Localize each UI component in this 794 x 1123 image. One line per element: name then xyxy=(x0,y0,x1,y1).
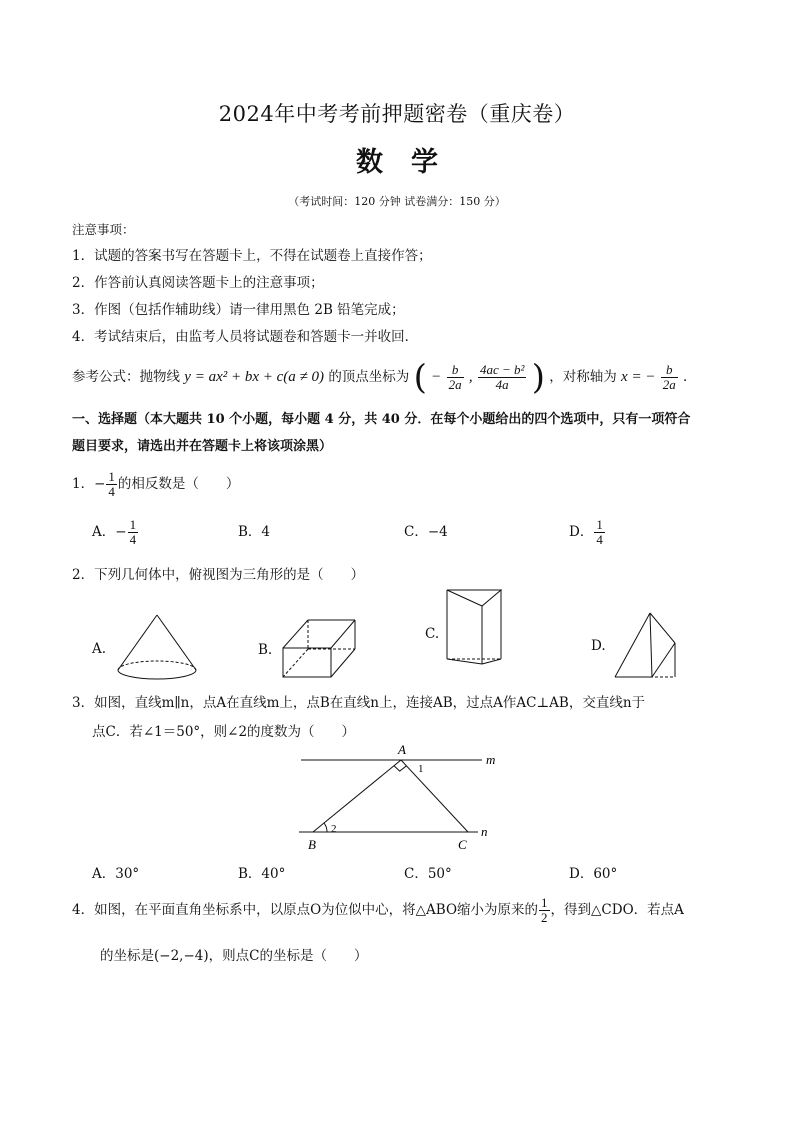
q2-option-b[interactable]: B. xyxy=(258,642,273,658)
cone-figure xyxy=(114,612,200,684)
vertex-y-fraction: $\frac{\text{4ac − b²}}{4a}$ xyxy=(479,362,525,392)
q3-option-a[interactable]: A．30° xyxy=(92,866,140,882)
question-4-line2: 的坐标是(−2,−4)，则点C的坐标是（ ） xyxy=(100,948,368,964)
q2-option-a[interactable]: A. xyxy=(92,641,107,657)
label-angle-1: 1 xyxy=(418,763,424,775)
reference-formula: 参考公式：抛物线 y = ax² + bx + c(a ≠ 0) 的顶点坐标为 ( − $\frac{b}{2a}$ , $\frac{\text{4ac − b²}}{4a}$ ) ，对称轴为 x = − $\frac{b}{2a}$ ． xyxy=(72,357,697,398)
q1-option-d[interactable]: D． $\frac{1}{4}$ xyxy=(569,517,603,547)
q3-option-c[interactable]: C．50° xyxy=(404,866,452,882)
question-2-stem: 2．下列几何体中，俯视图为三角形的是（ ） xyxy=(72,567,365,583)
segment-ac xyxy=(401,760,468,832)
q3-option-b[interactable]: B．40° xyxy=(238,866,286,882)
q3-option-d[interactable]: D．60° xyxy=(569,866,618,882)
label-a: A xyxy=(398,742,406,757)
note-item-3: 3．作图（包括作辅助线）请一律用黑色 2B 铅笔完成； xyxy=(72,302,405,318)
q1-option-c[interactable]: C．−4 xyxy=(404,524,448,540)
note-item-2: 2．作答前认真阅读答题卡上的注意事项； xyxy=(72,275,324,291)
section1-line2: 题目要求，请选出并在答题卡上将该项涂黑） xyxy=(72,439,333,454)
triangular-prism-figure xyxy=(444,585,510,667)
question-1-stem: 1．− $\frac{1}{4}$ 的相反数是（ ） xyxy=(72,469,240,499)
subject-title: 数学 xyxy=(356,147,466,178)
parallel-lines-figure xyxy=(296,740,506,854)
formula-equation: y = ax² + bx + c(a ≠ 0) xyxy=(184,369,325,385)
vertex-x-fraction: $\frac{b}{2a}$ xyxy=(448,362,462,392)
segment-ab xyxy=(313,760,401,832)
formula-lead: 参考公式：抛物线 xyxy=(72,369,180,385)
q1-option-b[interactable]: B．4 xyxy=(238,524,271,540)
note-item-1: 1．试题的答案书写在答题卡上，不得在试题卷上直接作答； xyxy=(72,248,432,264)
q2-option-d[interactable]: D. xyxy=(591,638,606,654)
question-4-line1: 4．如图，在平面直角坐标系中，以原点O为位似中心，将△ABO缩小为原来的 $\frac{1}{2}$ ，得到△CDO．若点A xyxy=(72,895,684,925)
cuboid-figure xyxy=(280,616,360,682)
exam-title: 2024年中考考前押题密卷（重庆卷） xyxy=(218,102,576,126)
exam-info: （考试时间：120 分钟 试卷满分：150 分） xyxy=(288,195,506,208)
label-angle-2: 2 xyxy=(331,823,337,835)
formula-axis-text: ，对称轴为 xyxy=(549,369,617,385)
formula-mid: 的顶点坐标为 xyxy=(328,369,410,385)
right-angle-mark xyxy=(394,766,407,771)
q4-fraction: $\frac{1}{2}$ xyxy=(541,895,548,925)
q1-option-a[interactable]: A．− $\frac{1}{4}$ xyxy=(92,517,137,547)
axis-fraction: $\frac{b}{2a}$ xyxy=(662,362,676,392)
label-c: C xyxy=(458,837,467,852)
q1-fraction: $\frac{1}{4}$ xyxy=(108,469,115,499)
formula-axis-lhs: x = − xyxy=(621,369,656,385)
label-b: B xyxy=(308,837,316,852)
question-3-line1: 3．如图，直线m∥n，点A在直线m上，点B在直线n上，连接AB，过点A作AC⊥AB，交直线n于 xyxy=(72,695,646,711)
label-m: m xyxy=(486,752,496,767)
note-item-4: 4．考试结束后，由监考人员将试题卷和答题卡一并收回． xyxy=(72,329,419,345)
question-3-line2: 点C．若∠1＝50°，则∠2的度数为（ ） xyxy=(92,724,356,740)
pyramid-figure xyxy=(612,610,682,682)
notes-heading: 注意事项： xyxy=(72,222,135,237)
section1-line1: 一、选择题（本大题共 10 个小题，每小题 4 分，共 40 分．在每个小题给出的四个选项中，只有一项符合 xyxy=(72,412,691,427)
label-n: n xyxy=(481,824,488,839)
q2-option-c[interactable]: C. xyxy=(425,626,440,642)
